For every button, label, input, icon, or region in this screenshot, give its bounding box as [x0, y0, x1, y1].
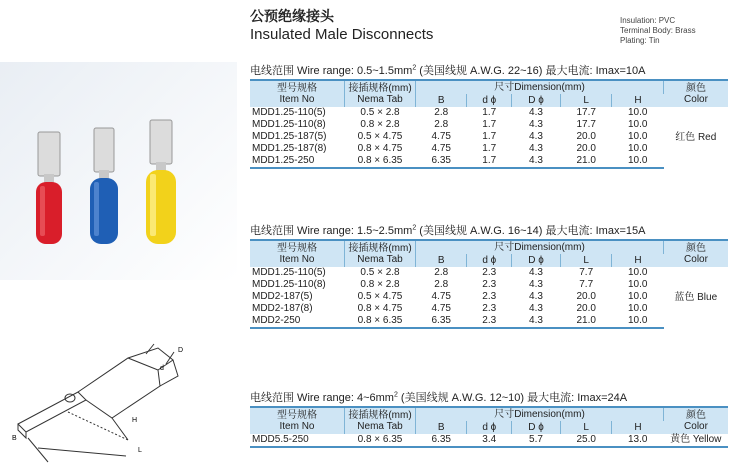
color-cell: 红色 Red: [675, 131, 717, 143]
wire-range-1: [250, 62, 645, 78]
table-cell: 17.7: [576, 107, 596, 118]
col-color: 颜色 Color: [664, 240, 729, 267]
table-cell: 10.0: [612, 315, 664, 328]
table-row: [250, 315, 728, 328]
yellow-terminal-image: [146, 120, 176, 244]
col-b: B: [416, 94, 467, 107]
table-cell: MDD2-250: [250, 315, 345, 328]
table-cell: MDD2-187(5): [252, 291, 313, 302]
table-cell: 2.3: [482, 303, 497, 314]
col-b: B: [416, 254, 467, 267]
table-cell: 6.35: [416, 315, 467, 328]
blue-terminal-image: [90, 128, 118, 244]
col-l: L: [560, 254, 611, 267]
table-cell: 7.7: [579, 267, 594, 278]
wire-range-3: [250, 389, 627, 405]
wire-range-text: 电线范围 Wire range: 4~6mm: [250, 392, 394, 404]
table-row: [250, 119, 728, 131]
table-cell: MDD1.25-187(5): [252, 131, 327, 142]
table-cell: 10.0: [627, 291, 648, 302]
table-row: [250, 107, 728, 119]
col-Dphi: D ɸ: [512, 421, 561, 434]
table-row: [250, 155, 728, 168]
table-cell: 4.3: [529, 303, 543, 314]
wire-range-sup: 2: [393, 391, 398, 399]
table-cell: 21.0: [560, 315, 611, 328]
spec-terminal-body: Terminal Body: Brass: [620, 26, 696, 35]
table-cell: MDD1.25-110(5): [252, 107, 326, 118]
table-cell: 6.35: [416, 155, 467, 168]
table-cell: 21.0: [560, 155, 611, 168]
table-cell: 2.3: [482, 267, 497, 278]
table-cell: 2.3: [482, 279, 497, 290]
col-nema-tab: 接插规格(mm) Nema Tab: [345, 407, 416, 434]
col-dphi: d ɸ: [467, 254, 512, 267]
table-cell: 5.7: [512, 434, 561, 447]
table-cell: 4.3: [529, 143, 543, 154]
table-cell: 10.0: [627, 131, 648, 142]
col-h: H: [612, 254, 664, 267]
table-cell: 1.7: [482, 107, 497, 118]
table-cell: 4.3: [512, 315, 561, 328]
table-cell: 4.3: [529, 119, 543, 130]
table-row: [250, 267, 728, 279]
table-cell: 0.8 × 2.8: [360, 279, 400, 290]
table-cell: 1.7: [467, 155, 512, 168]
dim-label-H: H: [132, 417, 138, 424]
table-cell: 2.8: [434, 107, 449, 118]
spec-table-blue: [250, 239, 728, 329]
col-model: 型号规格 Item No: [250, 407, 345, 434]
col-color: 颜色 Color: [664, 407, 729, 434]
color-cell: 黄色 Yellow: [664, 434, 729, 447]
table-cell: MDD1.25-187(8): [252, 143, 327, 154]
page-title-en: Insulated Male Disconnects: [250, 26, 434, 43]
table-cell: 2.3: [467, 315, 512, 328]
dim-label-d: d: [160, 365, 164, 372]
table-cell: 2.8: [434, 119, 449, 130]
spec-table-red: [250, 79, 728, 169]
col-Dphi: D ɸ: [512, 254, 561, 267]
table-cell: 1.7: [482, 131, 497, 142]
wire-range-sup: 2: [412, 224, 417, 232]
table-cell: 4.3: [529, 291, 543, 302]
col-color: 颜色 Color: [664, 80, 729, 107]
color-cell: 蓝色 Blue: [674, 291, 718, 303]
spec-insulation: Insulation: PVC: [620, 16, 676, 25]
table-cell: 4.3: [529, 267, 543, 278]
table-cell: 0.8 × 4.75: [357, 303, 403, 314]
table-cell: 17.7: [576, 119, 596, 130]
table-cell: 20.0: [576, 291, 596, 302]
col-dimension: 尺寸Dimension(mm): [416, 407, 664, 421]
table-cell: MDD1.25-110(5): [252, 267, 326, 278]
table-cell: 0.8 × 4.75: [357, 143, 403, 154]
table-cell: 2.8: [434, 267, 449, 278]
col-model: 型号规格 Item No: [250, 240, 345, 267]
table-cell: 20.0: [576, 131, 596, 142]
table-cell: 4.75: [431, 303, 451, 314]
col-h: H: [612, 421, 664, 434]
wire-range-text-post: (美国线规 A.W.G. 12~10) 最大电流: Imax=24A: [397, 392, 628, 404]
page-title-cn: 公预绝缘接头: [250, 8, 334, 24]
dim-label-B: B: [12, 435, 17, 442]
table-row: [250, 291, 728, 303]
table-row: [250, 303, 728, 315]
col-l: L: [560, 94, 611, 107]
table-cell: 20.0: [576, 303, 596, 314]
table-cell: 10.0: [612, 155, 664, 168]
table-row: [250, 131, 728, 143]
table-cell: 10.0: [627, 303, 648, 314]
table-cell: MDD5.5-250: [250, 434, 345, 447]
table-cell: 10.0: [627, 267, 648, 278]
table-row: [250, 143, 728, 155]
col-model: 型号规格 Item No: [250, 80, 345, 107]
col-h: H: [612, 94, 664, 107]
wire-range-text: 电线范围 Wire range: 1.5~2.5mm: [250, 225, 413, 237]
col-nema-tab: 接插规格(mm) Nema Tab: [345, 240, 416, 267]
col-dimension: 尺寸Dimension(mm): [416, 80, 664, 94]
dim-label-D: D: [178, 347, 184, 354]
col-Dphi: D ɸ: [512, 94, 561, 107]
table-cell: 0.8 × 2.8: [360, 119, 400, 130]
table-row: [250, 434, 728, 447]
table-cell: 10.0: [627, 143, 648, 154]
table-cell: MDD1.25-110(8): [252, 119, 326, 130]
table-cell: 0.5 × 2.8: [360, 107, 400, 118]
table-cell: 10.0: [627, 119, 648, 130]
wire-range-text-post: (美国线规 A.W.G. 22~16) 最大电流: Imax=10A: [416, 65, 646, 77]
table-cell: 0.8 × 6.35: [345, 155, 416, 168]
product-photo: [0, 62, 237, 280]
table-cell: 6.35: [416, 434, 467, 447]
wire-range-sup: 2: [412, 64, 417, 72]
table-cell: 20.0: [576, 143, 596, 154]
red-terminal-image: [36, 132, 62, 244]
table-cell: MDD1.25-110(8): [252, 279, 326, 290]
table-cell: MDD2-187(8): [252, 303, 313, 314]
col-b: B: [416, 421, 467, 434]
table-cell: 4.75: [431, 143, 451, 154]
col-dphi: d ɸ: [467, 94, 512, 107]
spec-table-yellow: [250, 406, 728, 448]
table-cell: 0.8 × 6.35: [345, 434, 416, 447]
col-dimension: 尺寸Dimension(mm): [416, 240, 664, 254]
col-dphi: d ɸ: [467, 421, 512, 434]
table-cell: 0.5 × 4.75: [357, 291, 403, 302]
table-cell: 0.5 × 4.75: [357, 131, 403, 142]
table-cell: MDD1.25-250: [250, 155, 345, 168]
table-cell: 4.3: [529, 279, 543, 290]
table-cell: 1.7: [482, 143, 497, 154]
table-cell: 0.8 × 6.35: [345, 315, 416, 328]
table-row: [250, 279, 728, 291]
table-cell: 4.75: [431, 131, 451, 142]
dimension-diagram: [8, 340, 238, 470]
table-cell: 13.0: [612, 434, 664, 447]
table-cell: 10.0: [627, 279, 648, 290]
wire-range-2: [250, 222, 645, 238]
table-cell: 7.7: [579, 279, 594, 290]
spec-plating: Plating: Tin: [620, 36, 660, 45]
wire-range-text: 电线范围 Wire range: 0.5~1.5mm: [250, 65, 413, 77]
table-cell: 2.8: [434, 279, 449, 290]
col-nema-tab: 接插规格(mm) Nema Tab: [345, 80, 416, 107]
dim-label-L: L: [138, 447, 142, 454]
table-cell: 10.0: [627, 107, 648, 118]
table-cell: 3.4: [467, 434, 512, 447]
table-cell: 4.3: [512, 155, 561, 168]
table-cell: 4.75: [431, 291, 451, 302]
table-cell: 1.7: [482, 119, 497, 130]
material-spec: [620, 16, 696, 46]
table-cell: 4.3: [529, 131, 543, 142]
table-cell: 4.3: [529, 107, 543, 118]
wire-range-text-post: (美国线规 A.W.G. 16~14) 最大电流: Imax=15A: [416, 225, 646, 237]
table-cell: 25.0: [560, 434, 611, 447]
col-l: L: [560, 421, 611, 434]
table-cell: 0.5 × 2.8: [360, 267, 400, 278]
table-cell: 2.3: [482, 291, 497, 302]
